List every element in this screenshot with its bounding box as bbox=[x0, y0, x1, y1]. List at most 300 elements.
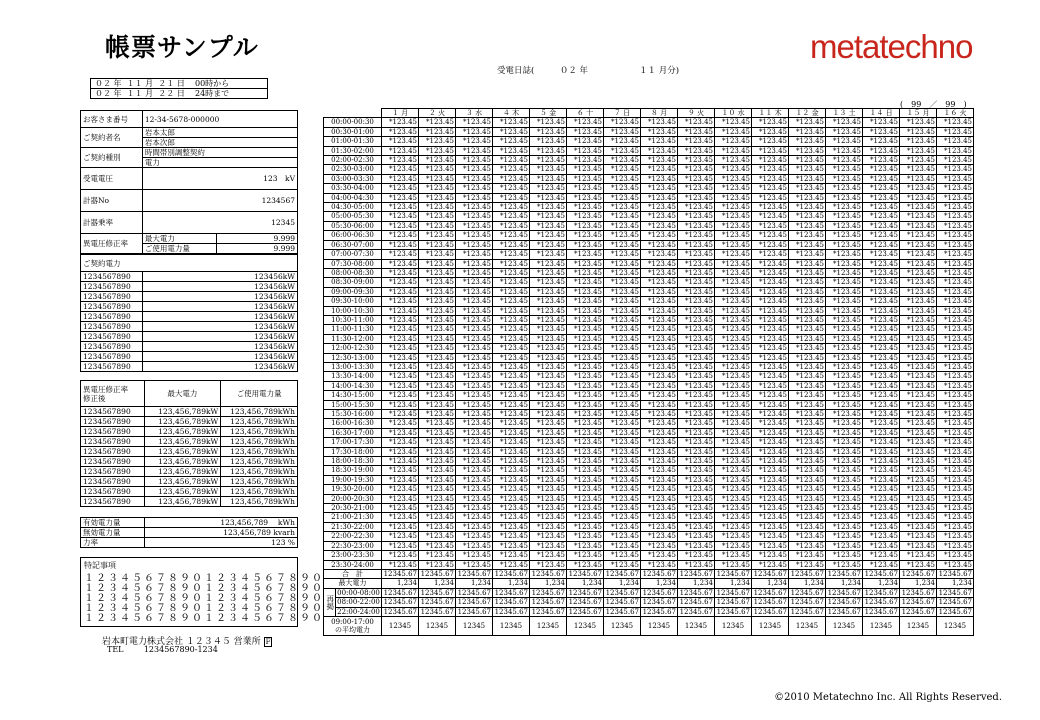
cell-value: *123.45 bbox=[641, 504, 678, 513]
cell-value: *123.45 bbox=[641, 485, 678, 494]
contract-type-label: ご契約種別 bbox=[81, 148, 143, 168]
cell-value: *123.45 bbox=[456, 560, 493, 569]
cell-value: *123.45 bbox=[493, 137, 530, 146]
cell-value: *123.45 bbox=[604, 391, 641, 400]
cell-value: *123.45 bbox=[789, 513, 826, 522]
reactive-energy-label: 無効電力量 bbox=[81, 528, 145, 538]
time-row bbox=[324, 118, 974, 127]
cell-value: *123.45 bbox=[604, 212, 641, 221]
page-number: ( 99 ／ 99 ) bbox=[900, 100, 967, 109]
cell-value: *123.45 bbox=[937, 410, 974, 419]
repost-value: 12345.67 bbox=[419, 588, 456, 597]
cell-value: *123.45 bbox=[456, 551, 493, 560]
cell-value: *123.45 bbox=[937, 240, 974, 249]
contract-power-row bbox=[81, 302, 298, 312]
avg-value: 12345 bbox=[493, 616, 530, 635]
cell-value: *123.45 bbox=[530, 438, 567, 447]
cell-value: *123.45 bbox=[456, 494, 493, 503]
contract-type-1: 時間帯別調整契約 bbox=[142, 148, 297, 158]
cell-value: *123.45 bbox=[604, 353, 641, 362]
cell-value: *123.45 bbox=[419, 315, 456, 324]
total-value: 12345.67 bbox=[900, 569, 937, 578]
cell-value: *123.45 bbox=[900, 391, 937, 400]
cell-value: *123.45 bbox=[715, 494, 752, 503]
cell-value: *123.45 bbox=[937, 475, 974, 484]
cell-value: *123.45 bbox=[604, 475, 641, 484]
cell-value: *123.45 bbox=[493, 184, 530, 193]
cell-value: *123.45 bbox=[826, 551, 863, 560]
day-header-row bbox=[324, 109, 974, 118]
corrected-max: 123,456,789kW bbox=[144, 477, 221, 487]
cell-value: *123.45 bbox=[826, 127, 863, 136]
repost-value: 12345.67 bbox=[826, 598, 863, 607]
time-row bbox=[324, 466, 974, 475]
cell-value: *123.45 bbox=[530, 419, 567, 428]
cell-value: *123.45 bbox=[937, 287, 974, 296]
cell-value: *123.45 bbox=[789, 410, 826, 419]
cell-value: *123.45 bbox=[382, 391, 419, 400]
cell-value: *123.45 bbox=[789, 137, 826, 146]
max-value: 1,234 bbox=[419, 579, 456, 588]
tel-number: 1234567890-1234 bbox=[143, 645, 218, 654]
cell-value: *123.45 bbox=[900, 353, 937, 362]
corrected-h1: 異電圧修正率 bbox=[83, 384, 128, 394]
cell-value: *123.45 bbox=[789, 362, 826, 371]
cell-value: *123.45 bbox=[493, 156, 530, 165]
day-header: １３ 土 bbox=[826, 109, 863, 118]
cell-value: *123.45 bbox=[678, 532, 715, 541]
meter-value: 1234567 bbox=[142, 190, 297, 212]
cell-value: *123.45 bbox=[493, 400, 530, 409]
cell-value: *123.45 bbox=[678, 146, 715, 155]
cell-value: *123.45 bbox=[900, 297, 937, 306]
cell-value: *123.45 bbox=[863, 287, 900, 296]
cell-value: *123.45 bbox=[530, 447, 567, 456]
cell-value: *123.45 bbox=[382, 522, 419, 531]
time-label: 09:00-09:30 bbox=[324, 287, 382, 296]
cell-value: *123.45 bbox=[752, 137, 789, 146]
day-header: ８ 月 bbox=[641, 109, 678, 118]
time-label: 16:30-17:00 bbox=[324, 428, 382, 437]
cell-value: *123.45 bbox=[456, 315, 493, 324]
cell-value: *123.45 bbox=[530, 485, 567, 494]
repost-value: 12345.67 bbox=[752, 598, 789, 607]
day-header: １１ 木 bbox=[752, 109, 789, 118]
time-row bbox=[324, 127, 974, 136]
cell-value: *123.45 bbox=[567, 428, 604, 437]
cell-value: *123.45 bbox=[826, 184, 863, 193]
repost-value: 12345.67 bbox=[382, 607, 419, 616]
time-row bbox=[324, 137, 974, 146]
cell-value: *123.45 bbox=[419, 297, 456, 306]
cell-value: *123.45 bbox=[641, 560, 678, 569]
cell-value: *123.45 bbox=[752, 278, 789, 287]
cell-value: *123.45 bbox=[752, 400, 789, 409]
cell-value: *123.45 bbox=[567, 325, 604, 334]
cell-value: *123.45 bbox=[863, 118, 900, 127]
cell-value: *123.45 bbox=[604, 306, 641, 315]
cell-value: *123.45 bbox=[715, 560, 752, 569]
power-factor-label: 力率 bbox=[81, 538, 145, 548]
cell-value: *123.45 bbox=[715, 541, 752, 550]
cell-value: *123.45 bbox=[715, 428, 752, 437]
period-year: ０２ 年 bbox=[95, 89, 122, 98]
cell-value: *123.45 bbox=[382, 203, 419, 212]
cell-value: *123.45 bbox=[493, 494, 530, 503]
cell-value: *123.45 bbox=[937, 419, 974, 428]
max-value: 1,234 bbox=[604, 579, 641, 588]
cell-value: *123.45 bbox=[641, 193, 678, 202]
time-row bbox=[324, 165, 974, 174]
cell-value: *123.45 bbox=[493, 250, 530, 259]
cell-value: *123.45 bbox=[530, 315, 567, 324]
cell-value: *123.45 bbox=[604, 344, 641, 353]
cell-value: *123.45 bbox=[900, 551, 937, 560]
cell-value: *123.45 bbox=[419, 287, 456, 296]
repost-value: 12345.67 bbox=[456, 598, 493, 607]
cell-value: *123.45 bbox=[382, 315, 419, 324]
cell-value: *123.45 bbox=[419, 504, 456, 513]
cell-value: *123.45 bbox=[456, 391, 493, 400]
time-label: 07:00-07:30 bbox=[324, 250, 382, 259]
cell-value: *123.45 bbox=[567, 532, 604, 541]
cell-value: *123.45 bbox=[900, 532, 937, 541]
repost-value: 12345.67 bbox=[715, 588, 752, 597]
cell-value: *123.45 bbox=[567, 466, 604, 475]
cell-value: *123.45 bbox=[678, 372, 715, 381]
cell-value: *123.45 bbox=[678, 447, 715, 456]
cell-value: *123.45 bbox=[678, 193, 715, 202]
period-month: １１ 月 bbox=[126, 89, 154, 98]
cell-value: *123.45 bbox=[567, 212, 604, 221]
cell-value: *123.45 bbox=[641, 457, 678, 466]
cell-value: *123.45 bbox=[900, 372, 937, 381]
cell-value: *123.45 bbox=[826, 174, 863, 183]
max-value: 1,234 bbox=[863, 579, 900, 588]
repost-value: 12345.67 bbox=[863, 598, 900, 607]
cell-value: *123.45 bbox=[641, 447, 678, 456]
period-row bbox=[91, 79, 268, 89]
cell-value: *123.45 bbox=[826, 466, 863, 475]
cell-value: *123.45 bbox=[752, 560, 789, 569]
time-label: 01:30-02:00 bbox=[324, 146, 382, 155]
contractor-name-1: 岩本太郎 bbox=[142, 128, 297, 138]
cell-value: *123.45 bbox=[382, 156, 419, 165]
contract-power-row bbox=[81, 322, 298, 332]
active-energy-label: 有効電力量 bbox=[81, 518, 145, 528]
cell-value: *123.45 bbox=[604, 362, 641, 371]
cell-value: *123.45 bbox=[715, 221, 752, 230]
contract-power-row bbox=[81, 332, 298, 342]
avg-label-time: 09:00-17:00 bbox=[331, 617, 374, 626]
cell-value: *123.45 bbox=[937, 156, 974, 165]
cell-value: *123.45 bbox=[826, 212, 863, 221]
cell-value: *123.45 bbox=[715, 381, 752, 390]
cell-value: *123.45 bbox=[419, 428, 456, 437]
cell-value: *123.45 bbox=[826, 381, 863, 390]
time-label: 04:30-05:00 bbox=[324, 203, 382, 212]
memo-line: １２３４５６７８９０１２３４５６７８９０ bbox=[84, 583, 324, 594]
cell-value: *123.45 bbox=[604, 522, 641, 531]
cell-value: *123.45 bbox=[382, 184, 419, 193]
corrected-id: 1234567890 bbox=[81, 477, 145, 487]
cell-value: *123.45 bbox=[382, 325, 419, 334]
cell-value: *123.45 bbox=[678, 174, 715, 183]
corrected-max: 123,456,789kW bbox=[144, 447, 221, 457]
cell-value: *123.45 bbox=[826, 428, 863, 437]
corrected-row bbox=[81, 437, 298, 447]
cell-value: *123.45 bbox=[567, 475, 604, 484]
time-label: 12:30-13:00 bbox=[324, 353, 382, 362]
total-value: 12345.67 bbox=[382, 569, 419, 578]
contract-power-id: 1234567890 bbox=[81, 312, 143, 322]
cell-value: *123.45 bbox=[937, 174, 974, 183]
cell-value: *123.45 bbox=[641, 184, 678, 193]
daily-log-table bbox=[323, 108, 974, 636]
time-row bbox=[324, 146, 974, 155]
cell-value: *123.45 bbox=[863, 297, 900, 306]
cell-value: *123.45 bbox=[937, 457, 974, 466]
cell-value: *123.45 bbox=[937, 221, 974, 230]
cell-value: *123.45 bbox=[900, 560, 937, 569]
cell-value: *123.45 bbox=[752, 466, 789, 475]
time-label: 15:30-16:00 bbox=[324, 410, 382, 419]
cell-value: *123.45 bbox=[863, 193, 900, 202]
time-label: 11:00-11:30 bbox=[324, 325, 382, 334]
cell-value: *123.45 bbox=[456, 457, 493, 466]
cell-value: *123.45 bbox=[641, 551, 678, 560]
time-row bbox=[324, 541, 974, 550]
power-factor-value: 123 % bbox=[144, 538, 297, 548]
cell-value: *123.45 bbox=[641, 372, 678, 381]
time-label: 22:30-23:00 bbox=[324, 541, 382, 550]
cell-value: *123.45 bbox=[900, 475, 937, 484]
cell-value: *123.45 bbox=[567, 522, 604, 531]
cell-value: *123.45 bbox=[530, 127, 567, 136]
cell-value: *123.45 bbox=[567, 278, 604, 287]
cell-value: *123.45 bbox=[641, 513, 678, 522]
cell-value: *123.45 bbox=[900, 118, 937, 127]
cell-value: *123.45 bbox=[530, 353, 567, 362]
cell-value: *123.45 bbox=[715, 344, 752, 353]
corrected-table bbox=[80, 380, 298, 507]
cell-value: *123.45 bbox=[937, 146, 974, 155]
cell-value: *123.45 bbox=[752, 344, 789, 353]
cell-value: *123.45 bbox=[678, 212, 715, 221]
cell-value: *123.45 bbox=[419, 522, 456, 531]
time-label: 20:00-20:30 bbox=[324, 494, 382, 503]
cell-value: *123.45 bbox=[604, 137, 641, 146]
cell-value: *123.45 bbox=[863, 344, 900, 353]
cell-value: *123.45 bbox=[678, 287, 715, 296]
cell-value: *123.45 bbox=[678, 325, 715, 334]
cell-value: *123.45 bbox=[789, 334, 826, 343]
cell-value: *123.45 bbox=[715, 268, 752, 277]
cell-value: *123.45 bbox=[900, 127, 937, 136]
time-row bbox=[324, 174, 974, 183]
cell-value: *123.45 bbox=[493, 325, 530, 334]
cell-value: *123.45 bbox=[789, 278, 826, 287]
cell-value: *123.45 bbox=[493, 522, 530, 531]
cell-value: *123.45 bbox=[678, 334, 715, 343]
cell-value: *123.45 bbox=[604, 438, 641, 447]
cell-value: *123.45 bbox=[863, 221, 900, 230]
cell-value: *123.45 bbox=[826, 221, 863, 230]
repost-row bbox=[324, 588, 974, 597]
cell-value: *123.45 bbox=[937, 532, 974, 541]
cell-value: *123.45 bbox=[604, 419, 641, 428]
time-label: 11:30-12:00 bbox=[324, 334, 382, 343]
cell-value: *123.45 bbox=[937, 551, 974, 560]
time-label: 02:30-03:00 bbox=[324, 165, 382, 174]
cell-value: *123.45 bbox=[826, 278, 863, 287]
cell-value: *123.45 bbox=[419, 193, 456, 202]
cell-value: *123.45 bbox=[900, 362, 937, 371]
cell-value: *123.45 bbox=[382, 193, 419, 202]
cell-value: *123.45 bbox=[863, 306, 900, 315]
cell-value: *123.45 bbox=[678, 118, 715, 127]
cell-value: *123.45 bbox=[863, 231, 900, 240]
cell-value: *123.45 bbox=[530, 156, 567, 165]
cell-value: *123.45 bbox=[419, 381, 456, 390]
cell-value: *123.45 bbox=[752, 485, 789, 494]
cell-value: *123.45 bbox=[456, 334, 493, 343]
cell-value: *123.45 bbox=[456, 118, 493, 127]
cell-value: *123.45 bbox=[604, 325, 641, 334]
cell-value: *123.45 bbox=[456, 268, 493, 277]
cell-value: *123.45 bbox=[641, 381, 678, 390]
cell-value: *123.45 bbox=[456, 174, 493, 183]
cell-value: *123.45 bbox=[604, 297, 641, 306]
cell-value: *123.45 bbox=[641, 391, 678, 400]
cell-value: *123.45 bbox=[863, 504, 900, 513]
cell-value: *123.45 bbox=[863, 485, 900, 494]
period-day: ２２ 日 bbox=[158, 89, 185, 98]
cell-value: *123.45 bbox=[530, 541, 567, 550]
time-row bbox=[324, 297, 974, 306]
repost-value: 12345.67 bbox=[789, 607, 826, 616]
repost-value: 12345.67 bbox=[530, 607, 567, 616]
cell-value: *123.45 bbox=[715, 485, 752, 494]
cell-value: *123.45 bbox=[493, 457, 530, 466]
cell-value: *123.45 bbox=[419, 240, 456, 249]
cell-value: *123.45 bbox=[678, 231, 715, 240]
cell-value: *123.45 bbox=[604, 381, 641, 390]
cell-value: *123.45 bbox=[937, 203, 974, 212]
cell-value: *123.45 bbox=[826, 165, 863, 174]
company-tel bbox=[107, 645, 218, 654]
cell-value: *123.45 bbox=[493, 306, 530, 315]
time-row bbox=[324, 532, 974, 541]
cell-value: *123.45 bbox=[419, 353, 456, 362]
time-label: 10:00-10:30 bbox=[324, 306, 382, 315]
cell-value: *123.45 bbox=[863, 268, 900, 277]
cell-value: *123.45 bbox=[715, 362, 752, 371]
cell-value: *123.45 bbox=[863, 165, 900, 174]
avg-value: 12345 bbox=[826, 616, 863, 635]
cell-value: *123.45 bbox=[493, 231, 530, 240]
cell-value: *123.45 bbox=[715, 259, 752, 268]
cell-value: *123.45 bbox=[826, 353, 863, 362]
repost-value: 12345.67 bbox=[678, 588, 715, 597]
cell-value: *123.45 bbox=[863, 259, 900, 268]
time-row bbox=[324, 184, 974, 193]
cell-value: *123.45 bbox=[937, 306, 974, 315]
time-label: 18:00-18:30 bbox=[324, 457, 382, 466]
cell-value: *123.45 bbox=[715, 504, 752, 513]
cell-value: *123.45 bbox=[493, 410, 530, 419]
cell-value: *123.45 bbox=[419, 457, 456, 466]
cell-value: *123.45 bbox=[752, 174, 789, 183]
cell-value: *123.45 bbox=[752, 457, 789, 466]
cell-value: *123.45 bbox=[900, 513, 937, 522]
time-row bbox=[324, 504, 974, 513]
time-label: 15:00-15:30 bbox=[324, 400, 382, 409]
cell-value: *123.45 bbox=[604, 184, 641, 193]
cell-value: *123.45 bbox=[567, 344, 604, 353]
time-label: 06:30-07:00 bbox=[324, 240, 382, 249]
avg-value: 12345 bbox=[456, 616, 493, 635]
cell-value: *123.45 bbox=[493, 504, 530, 513]
cell-value: *123.45 bbox=[678, 428, 715, 437]
cell-value: *123.45 bbox=[456, 419, 493, 428]
contract-power-row bbox=[81, 312, 298, 322]
cell-value: *123.45 bbox=[900, 541, 937, 550]
customer-number-label: お客さま番号 bbox=[81, 111, 143, 128]
time-row bbox=[324, 240, 974, 249]
cell-value: *123.45 bbox=[493, 127, 530, 136]
cell-value: *123.45 bbox=[530, 410, 567, 419]
cell-value: *123.45 bbox=[493, 174, 530, 183]
cell-value: *123.45 bbox=[604, 268, 641, 277]
cell-value: *123.45 bbox=[752, 212, 789, 221]
cell-value: *123.45 bbox=[789, 447, 826, 456]
cell-value: *123.45 bbox=[382, 344, 419, 353]
cell-value: *123.45 bbox=[530, 268, 567, 277]
cell-value: *123.45 bbox=[456, 278, 493, 287]
cell-value: *123.45 bbox=[789, 193, 826, 202]
corrected-row bbox=[81, 417, 298, 427]
contract-power-id: 1234567890 bbox=[81, 332, 143, 342]
repost-value: 12345.67 bbox=[937, 588, 974, 597]
cell-value: *123.45 bbox=[641, 231, 678, 240]
cell-value: *123.45 bbox=[678, 560, 715, 569]
cell-value: *123.45 bbox=[752, 447, 789, 456]
cell-value: *123.45 bbox=[863, 137, 900, 146]
cell-value: *123.45 bbox=[789, 560, 826, 569]
cell-value: *123.45 bbox=[493, 165, 530, 174]
cell-value: *123.45 bbox=[715, 532, 752, 541]
corrected-use: 123,456,789kWh bbox=[221, 457, 298, 467]
corrected-row bbox=[81, 457, 298, 467]
cell-value: *123.45 bbox=[493, 551, 530, 560]
cell-value: *123.45 bbox=[789, 287, 826, 296]
repost-value: 12345.67 bbox=[604, 607, 641, 616]
cell-value: *123.45 bbox=[678, 250, 715, 259]
cell-value: *123.45 bbox=[826, 541, 863, 550]
correction-max-label: 最大電力 bbox=[142, 234, 216, 244]
header-blank bbox=[324, 109, 382, 118]
multiplier-label: 計器乗率 bbox=[81, 212, 143, 234]
day-header: １５ 月 bbox=[900, 109, 937, 118]
time-row bbox=[324, 475, 974, 484]
cell-value: *123.45 bbox=[715, 306, 752, 315]
cell-value: *123.45 bbox=[752, 297, 789, 306]
time-label: 05:00-05:30 bbox=[324, 212, 382, 221]
max-value: 1,234 bbox=[641, 579, 678, 588]
cell-value: *123.45 bbox=[863, 146, 900, 155]
cell-value: *123.45 bbox=[715, 231, 752, 240]
